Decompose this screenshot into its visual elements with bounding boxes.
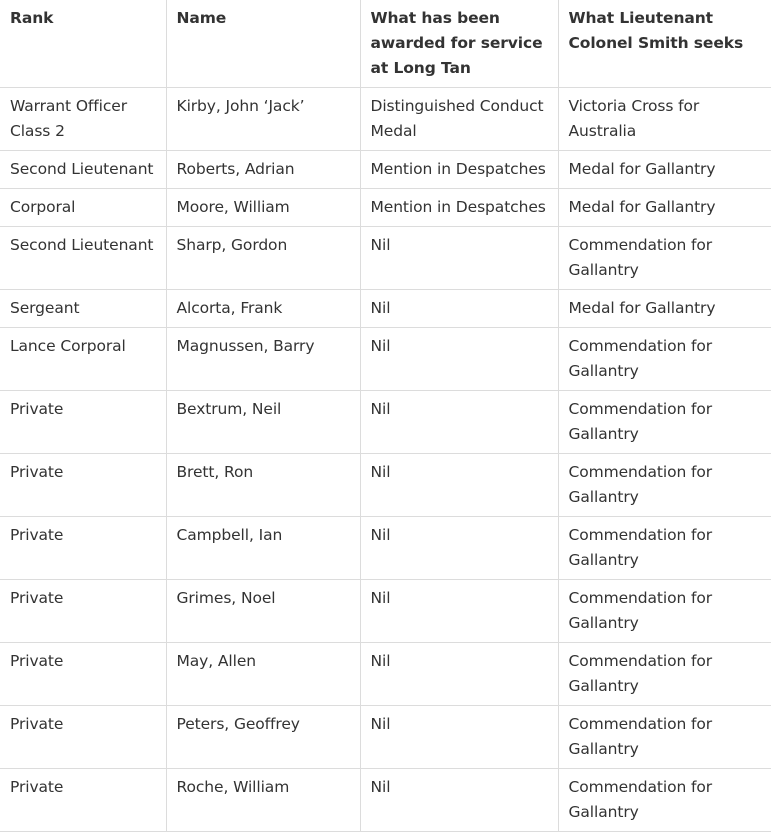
cell-awarded: Nil [360,643,558,706]
cell-sought: Commendation for Gallantry [558,580,771,643]
cell-sought: Commendation for Gallantry [558,328,771,391]
table-row [0,454,771,517]
cell-sought: Commendation for Gallantry [558,517,771,580]
cell-awarded: Nil [360,706,558,769]
table-row [0,517,771,580]
cell-awarded: Nil [360,580,558,643]
table-row [0,580,771,643]
table-row [0,88,771,151]
cell-name: Brett, Ron [166,454,360,517]
cell-name: Moore, William [166,189,360,227]
table-row [0,391,771,454]
cell-name: Grimes, Noel [166,580,360,643]
cell-name: Bextrum, Neil [166,391,360,454]
cell-rank: Second Lieutenant [0,151,166,189]
cell-awarded: Nil [360,290,558,328]
cell-rank: Private [0,391,166,454]
cell-name: Campbell, Ian [166,517,360,580]
cell-sought: Commendation for Gallantry [558,706,771,769]
cell-sought: Medal for Gallantry [558,151,771,189]
cell-rank: Private [0,454,166,517]
cell-rank: Private [0,706,166,769]
cell-sought: Commendation for Gallantry [558,391,771,454]
cell-rank: Sergeant [0,290,166,328]
cell-rank: Private [0,643,166,706]
header-rank: Rank [0,0,166,88]
cell-sought: Commendation for Gallantry [558,769,771,832]
header-awarded: What has been awarded for service at Long Tan [360,0,558,88]
cell-sought: Commendation for Gallantry [558,454,771,517]
header-sought: What Lieutenant Colonel Smith seeks [558,0,771,88]
cell-name: May, Allen [166,643,360,706]
cell-awarded: Nil [360,328,558,391]
cell-sought: Medal for Gallantry [558,189,771,227]
cell-rank: Private [0,769,166,832]
cell-awarded: Mention in Despatches [360,151,558,189]
cell-awarded: Nil [360,391,558,454]
table-row [0,290,771,328]
table-row [0,643,771,706]
cell-rank: Private [0,580,166,643]
cell-name: Roberts, Adrian [166,151,360,189]
table-row [0,769,771,832]
cell-sought: Medal for Gallantry [558,290,771,328]
cell-name: Roche, William [166,769,360,832]
cell-sought: Commendation for Gallantry [558,643,771,706]
table-row [0,151,771,189]
cell-awarded: Nil [360,769,558,832]
cell-awarded: Nil [360,517,558,580]
table-header-row [0,0,771,88]
cell-awarded: Distinguished Conduct Medal [360,88,558,151]
table-row [0,227,771,290]
cell-awarded: Nil [360,454,558,517]
cell-name: Magnussen, Barry [166,328,360,391]
cell-rank: Second Lieutenant [0,227,166,290]
header-name: Name [166,0,360,88]
cell-awarded: Nil [360,227,558,290]
cell-rank: Corporal [0,189,166,227]
table-row [0,328,771,391]
cell-rank: Lance Corporal [0,328,166,391]
cell-name: Kirby, John ‘Jack’ [166,88,360,151]
cell-awarded: Mention in Despatches [360,189,558,227]
cell-name: Peters, Geoffrey [166,706,360,769]
table-row [0,189,771,227]
cell-name: Alcorta, Frank [166,290,360,328]
cell-sought: Victoria Cross for Australia [558,88,771,151]
cell-rank: Private [0,517,166,580]
cell-rank: Warrant Officer Class 2 [0,88,166,151]
table-row [0,706,771,769]
cell-name: Sharp, Gordon [166,227,360,290]
cell-sought: Commendation for Gallantry [558,227,771,290]
